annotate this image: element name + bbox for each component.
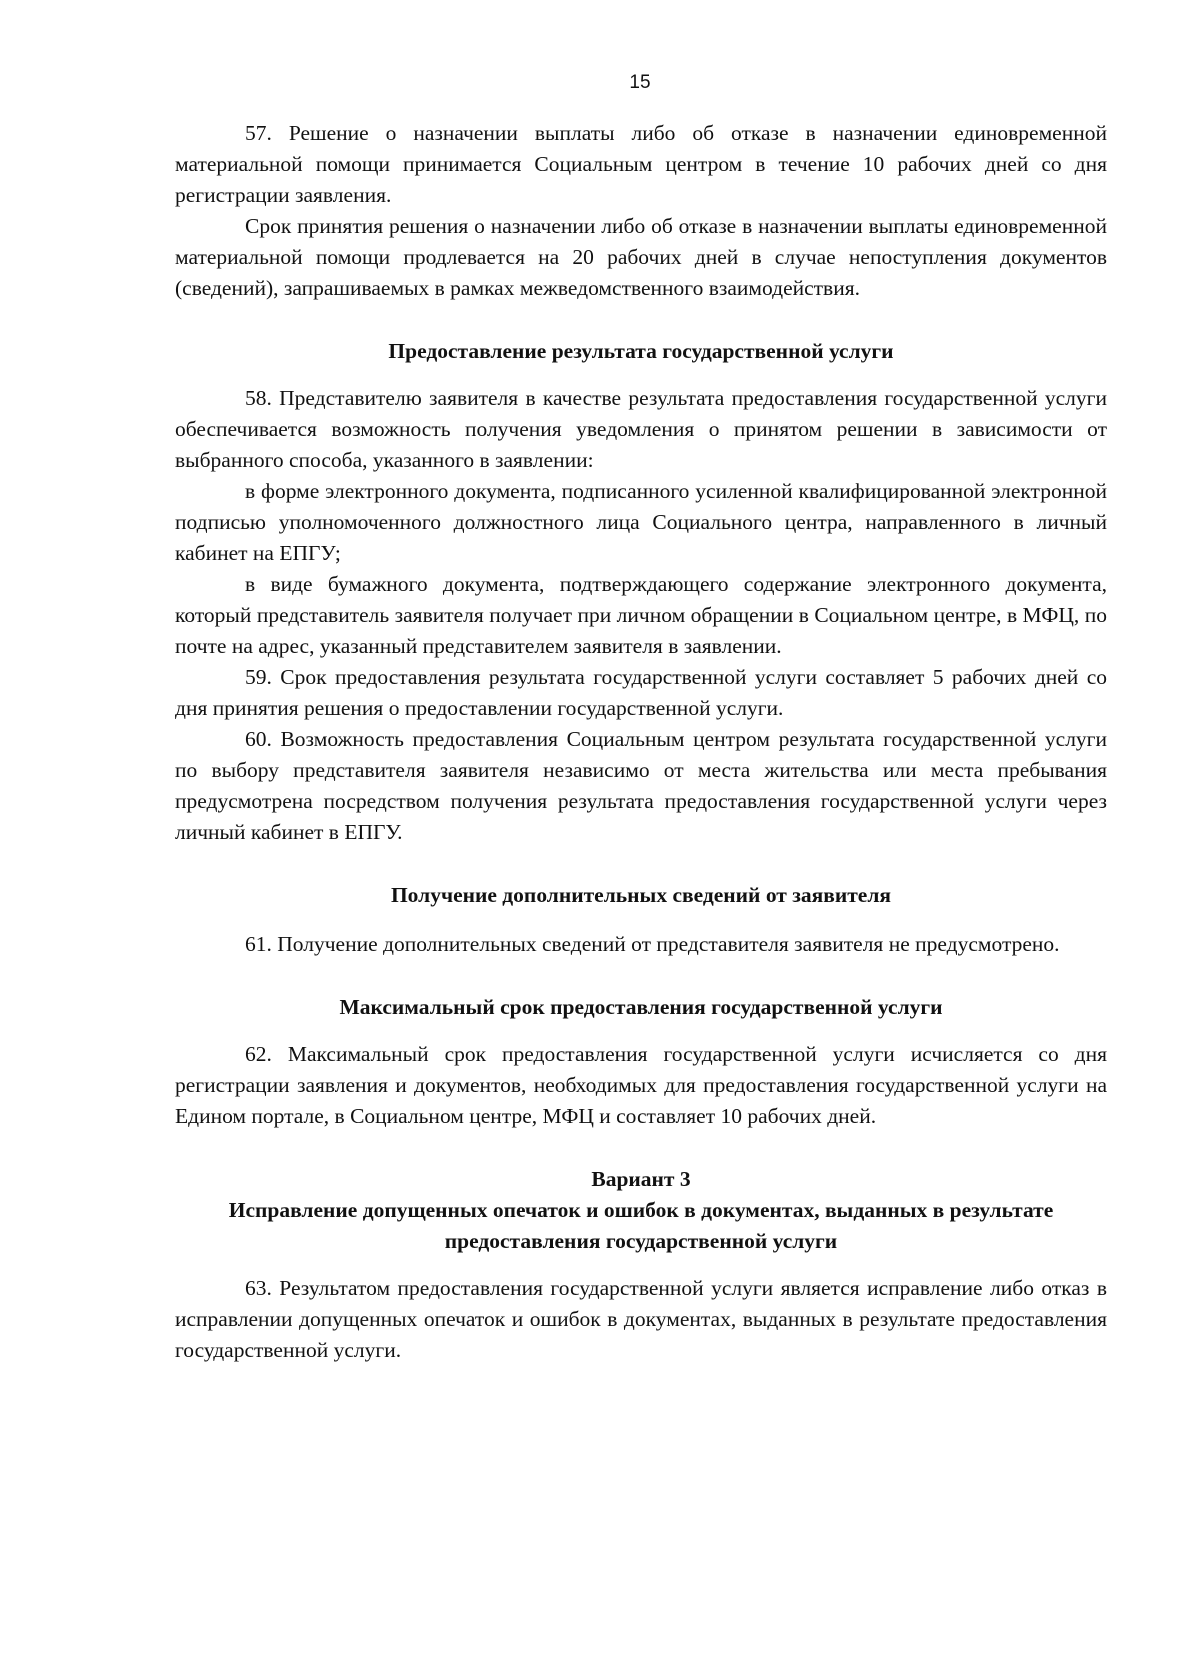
paragraph-58-paper: в виде бумажного документа, подтверждающего содержание электронного документа, который представитель заявителя получает при личном обращении в Социальном центре, в МФЦ, по почте на адрес, указанный представителем заявителя в заявлении. xyxy=(175,572,1107,658)
paragraph-61: 61. Получение дополнительных сведений от представителя заявителя не предусмотрено. xyxy=(245,932,1060,956)
paragraph-58-electronic: в форме электронного документа, подписанного усиленной квалифицированной электронной подписью уполномоченного должностного лица Социального центра, направленного в личный кабинет на ЕПГУ; xyxy=(175,479,1107,565)
paragraph-60: 60. Возможность предоставления Социальным центром результата государственной услуги по выбору представителя заявителя независимо от места жительства или места пребывания предусмотрена посредством получения результата предоставления государственной услуги через личный кабинет в ЕПГУ. xyxy=(175,727,1107,844)
paragraph-57: 57. Решение о назначении выплаты либо об отказе в назначении единовременной материальной помощи принимается Социальным центром в течение 10 рабочих дней со дня регистрации заявления. xyxy=(175,121,1107,207)
document-body xyxy=(175,118,1107,1366)
heading-max-term: Максимальный срок предоставления государственной услуги xyxy=(339,995,943,1019)
paragraph-58: 58. Представителю заявителя в качестве результата предоставления государственной услуги обеспечивается возможность получения уведомления о принятом решении в зависимости от выбранного способа, указанного в заявлении: xyxy=(175,386,1107,472)
heading-variant: Вариант 3 xyxy=(591,1167,691,1191)
heading-additional-info: Получение дополнительных сведений от заявителя xyxy=(390,883,892,907)
paragraph-62: 62. Максимальный срок предоставления государственной услуги исчисляется со дня регистрации заявления и документов, необходимых для предоставления государственной услуги на Едином портале, в Социальном центре, МФЦ и составляет 10 рабочих дней. xyxy=(175,1042,1107,1128)
paragraph-57-extension: Срок принятия решения о назначении либо об отказе в назначении выплаты единовременной материальной помощи продлевается на 20 рабочих дней в случае непоступления документов (сведений), запрашиваемых в рамках межведомственного взаимодействия. xyxy=(175,214,1107,300)
heading-result-provision: Предоставление результата государственной услуги xyxy=(388,339,894,363)
page-number: 15 xyxy=(629,72,651,93)
heading-variant-title: Исправление допущенных опечаток и ошибок в документах, выданных в результате предоставления государственной услуги xyxy=(228,1198,1054,1253)
paragraph-59: 59. Срок предоставления результата государственной услуги составляет 5 рабочих дней со дня принятия решения о предоставлении государственной услуги. xyxy=(175,665,1107,720)
paragraph-63: 63. Результатом предоставления государственной услуги является исправление либо отказ в исправлении допущенных опечаток и ошибок в документах, выданных в результате предоставления государственной услуги. xyxy=(175,1276,1107,1362)
